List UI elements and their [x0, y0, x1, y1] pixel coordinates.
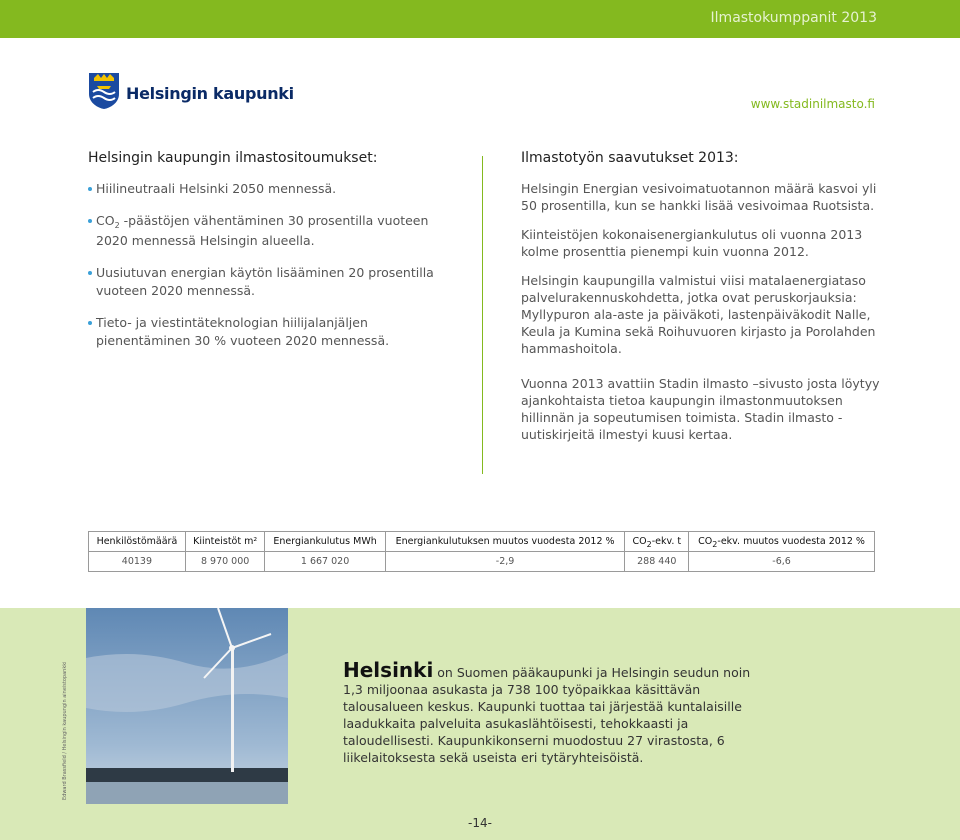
table-cell: 288 440 — [625, 552, 689, 572]
col-header-text: -ekv. muutos vuodesta 2012 % — [717, 536, 865, 547]
table-row — [89, 552, 875, 572]
commitment-text: Hiilineutraali Helsinki 2050 mennessä. — [96, 181, 337, 196]
column-divider — [482, 156, 483, 474]
col-header: Henkilöstömäärä — [89, 532, 186, 552]
commitment-item — [88, 212, 458, 250]
table-cell: -6,6 — [689, 552, 875, 572]
header-title: Ilmastokumppanit 2013 — [710, 10, 877, 26]
co2-subscript: 2 — [114, 221, 120, 230]
city-logo — [88, 72, 294, 112]
page-number: -14- — [468, 816, 492, 830]
col-header — [689, 532, 875, 552]
table-cell: 8 970 000 — [185, 552, 265, 572]
achievement-paragraph: Kiinteistöjen kokonaisenergiankulutus oli vuonna 2013 kolme prosenttia pienempi kuin vuonna 2012. — [521, 227, 863, 259]
col-header: Energiankulutuksen muutos vuodesta 2012 % — [385, 532, 625, 552]
commitment-text: Tieto- ja viestintäteknologian hiilijalanjäljen pienentäminen 30 % vuoteen 2020 mennessä. — [96, 315, 390, 348]
co2-prefix: CO — [698, 536, 713, 547]
achievement-paragraph: Vuonna 2013 avattiin Stadin ilmasto –sivusto josta löytyy ajankohtaista tietoa kaupungin ilmastonmuutoksen hillinnän ja sopeutumisen toimista. Stadin ilmasto -uutiskirjeitä ilmestyi kuusi kertaa. — [521, 376, 880, 442]
achievements-section — [521, 150, 881, 455]
commitments-section — [88, 150, 458, 364]
co2-prefix: CO — [96, 213, 115, 228]
col-header: Energiankulutus MWh — [265, 532, 385, 552]
bullet-icon — [88, 187, 92, 191]
bullet-icon — [88, 321, 92, 325]
top-bar — [0, 0, 960, 38]
bullet-icon — [88, 219, 92, 223]
wind-turbine-image — [86, 608, 288, 804]
table-cell: 1 667 020 — [265, 552, 385, 572]
achievement-paragraph: Helsingin Energian vesivoimatuotannon määrä kasvoi yli 50 prosentilla, kun se hankki lisää vesivoimaa Ruotsista. — [521, 181, 877, 213]
commitment-text: Uusiutuvan energian käytön lisääminen 20 prosentilla vuoteen 2020 mennessä. — [96, 265, 434, 298]
co2-subscript: 2 — [646, 540, 652, 549]
col-header — [625, 532, 689, 552]
col-header-text: -ekv. t — [651, 536, 682, 547]
helsinki-crest-icon — [88, 72, 120, 110]
helsinki-info — [343, 658, 773, 766]
bullet-icon — [88, 271, 92, 275]
stats-table — [88, 531, 875, 572]
info-text: on Suomen pääkaupunki ja Helsingin seudun noin 1,3 miljoonaa asukasta ja 738 100 työpaikkaa käsittävän talousalueen keskus. Kaupunki tuottaa tai järjestää kuntalaisille laadukkaita palveluita asukaslähtöisesti, tehokkaasti ja taloudellisesti. Kaupunkikonserni muodostuu 27 virastosta, 6 liikelaitoksesta sekä useista eri tytäryhteisöistä. — [343, 665, 751, 765]
photo-credit: Edward Brassfield / Helsingin kaupungin aineistopankki — [62, 661, 68, 800]
achievements-heading: Ilmastotyön saavutukset 2013: — [521, 150, 739, 166]
commitment-item — [88, 314, 458, 350]
commitment-item — [88, 180, 458, 198]
commitment-item — [88, 264, 458, 300]
table-cell: 40139 — [89, 552, 186, 572]
co2-prefix: CO — [632, 536, 647, 547]
co2-subscript: 2 — [712, 540, 718, 549]
achievement-paragraph: Helsingin kaupungilla valmistui viisi matalaenergiataso palvelurakennuskohdetta, jotka ovat peruskorjauksia: Myllypuron ala-aste ja päiväkoti, lastenpäiväkodit Nalle, Keula ja Kumina sekä Roihuvuoren kirjasto ja Porolahden hammashoitola. — [521, 273, 876, 356]
table-cell: -2,9 — [385, 552, 625, 572]
table-header-row — [89, 532, 875, 552]
info-title: Helsinki — [343, 658, 434, 682]
col-header: Kiinteistöt m² — [185, 532, 265, 552]
wind-turbine-photo — [86, 608, 288, 804]
commitment-text: -päästöjen vähentäminen 30 prosentilla vuoteen 2020 mennessä Helsingin alueella. — [96, 213, 429, 248]
commitments-heading: Helsingin kaupungin ilmastositoumukset: — [88, 150, 378, 166]
website-link[interactable]: www.stadinilmasto.fi — [750, 97, 875, 111]
logo-text: Helsingin kaupunki — [126, 84, 294, 103]
